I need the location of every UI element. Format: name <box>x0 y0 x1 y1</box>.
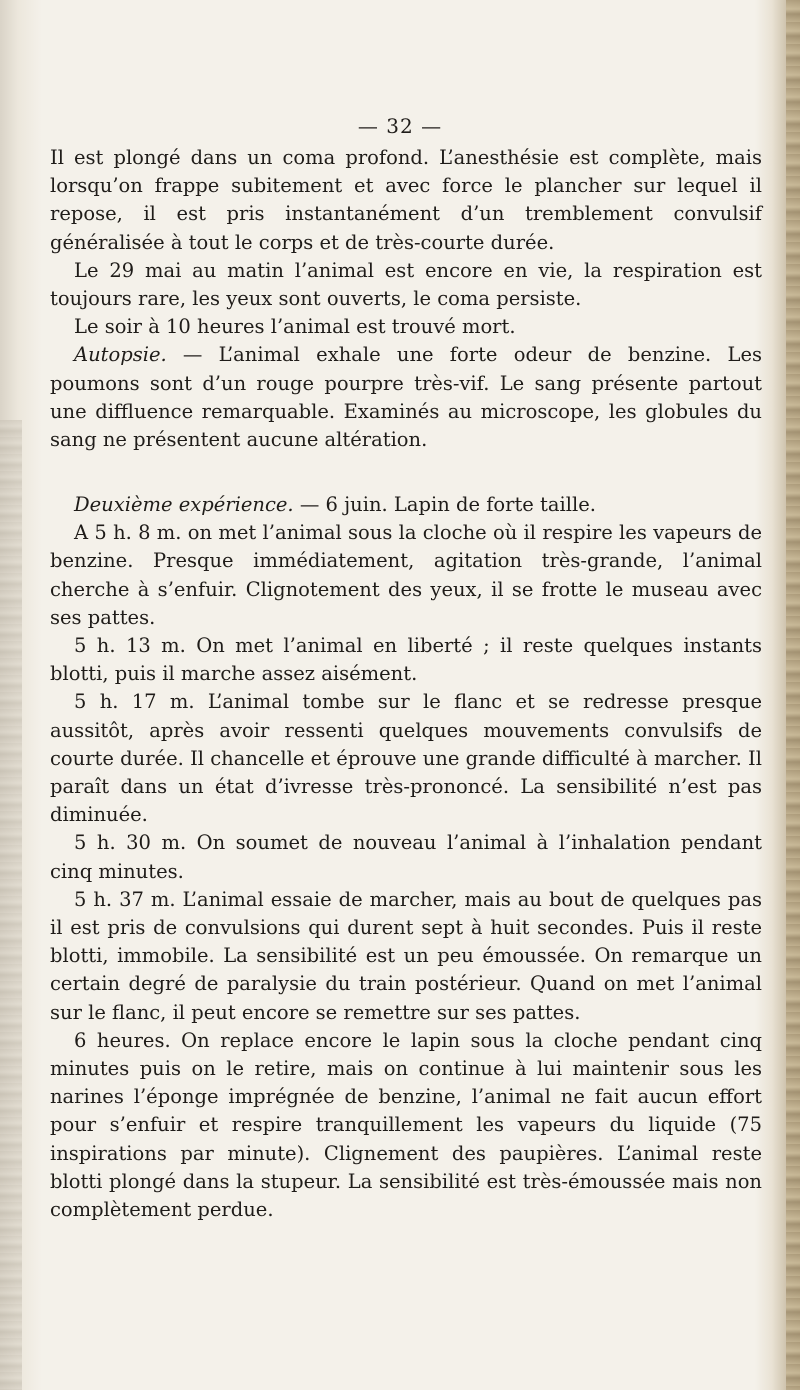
page-edge-right <box>786 0 800 1390</box>
second-experiment-section <box>50 491 762 1224</box>
paragraph-5h08: A 5 h. 8 m. on met l’animal sous la cloche où il respire les vapeurs de benzine. Presque immédiatement, agitation très-grande, l’animal cherche à s’enfuir. Clignotement des yeux, il se frotte le museau avec ses pattes. <box>50 521 762 629</box>
paragraph-5h17: 5 h. 17 m. L’animal tombe sur le flanc et se redresse presque aussitôt, après avoir ressenti quelques mouvements convulsifs de courte durée. Il chancelle et éprouve une grande difficulté à marcher. Il paraît dans un état d’ivresse très-prononcé. La sensibilité n’est pas diminuée. <box>50 690 762 827</box>
paragraph-autopsy <box>50 341 762 454</box>
paragraph-5h30: 5 h. 30 m. On soumet de nouveau l’animal à l’inhalation pendant cinq minutes. <box>50 831 762 883</box>
autopsy-section <box>50 144 762 454</box>
page-number: — 32 — <box>357 114 443 138</box>
autopsy-label: Autopsie. <box>74 343 167 367</box>
paragraph-may-29: Le 29 mai au matin l’animal est encore en vie, la respiration est toujours rare, les yeux sont ouverts, le coma persiste. <box>50 258 762 311</box>
experiment-label: Deuxième expérience. <box>74 493 294 516</box>
paragraph-5h37: 5 h. 37 m. L’animal essaie de marcher, mais au bout de quelques pas il est pris de convulsions qui durent sept à huit secondes. Puis il reste blotti, immobile. La sensibilité est un peu émoussée. On remarque un certain degré de paralysie du train postérieur. Quand on met l’animal sur le flanc, il peut encore se remettre sur ses pattes. <box>50 887 762 1024</box>
paragraph-5h13: 5 h. 13 m. On met l’animal en liberté ; il reste quelques instants blotti, puis il marche assez aisément. <box>50 634 762 686</box>
experiment-date: — 6 juin. Lapin de forte taille. <box>293 493 596 516</box>
paragraph-6h00: 6 heures. On replace encore le lapin sous la cloche pendant cinq minutes puis on le retire, mais on continue à lui maintenir sous les narines l’éponge imprégnée de benzine, l’animal ne fait aucun effort pour s’enfuir et respire tranquillement les vapeurs du liquide (75 inspirations par minute). Clignement des paupières. L’animal reste blotti plongé dans la stupeur. La sensibilité est très-émoussée mais non complètement perdue. <box>50 1028 762 1222</box>
paragraph-death: Le soir à 10 heures l’animal est trouvé mort. <box>74 315 516 339</box>
autopsy-text: — L’animal exhale une forte odeur de benzine. Les poumons sont d’un rouge pourpre très-vif. Le sang présente partout une diffluence remarquable. Examinés au microscope, les globules du sang ne présentent aucune altération. <box>50 343 762 452</box>
experiment-heading <box>50 491 762 519</box>
page-edge-left <box>0 420 22 1390</box>
paragraph-coma: Il est plongé dans un coma profond. L’anesthésie est complète, mais lorsqu’on frappe subitement et avec force le plancher sur lequel il repose, il est pris instantanément d’un tremblement convulsif généralisée à tout le corps et de très-courte durée. <box>50 146 762 254</box>
